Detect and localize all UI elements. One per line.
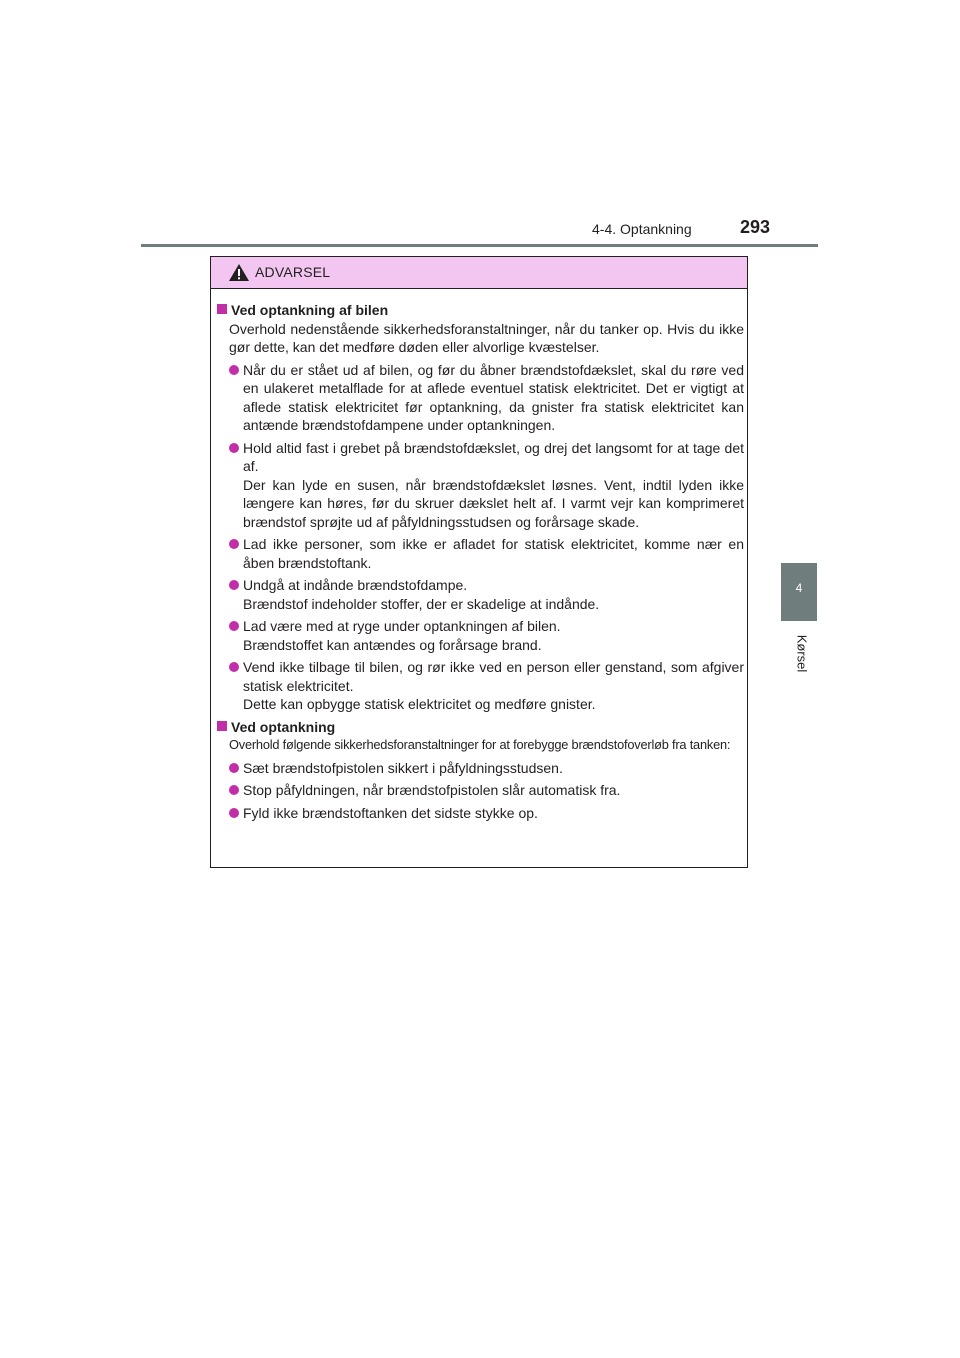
warning-header: [211, 257, 747, 289]
chapter-title: [794, 628, 810, 678]
list-item: Vend ikke tilbage til bilen, og rør ikke ved en person eller genstand, som afgiver statisk elektricitet. Dette kan opbygge statisk elektricitet og medføre gnister.: [217, 658, 744, 714]
chapter-tab: [781, 563, 817, 621]
square-bullet-icon: [217, 304, 227, 314]
round-bullet-icon: [229, 785, 239, 795]
warning-box: [210, 256, 748, 868]
round-bullet-icon: [229, 662, 239, 672]
list-item: Undgå at indånde brændstofdampe. Brændstof indeholder stoffer, der er skadelige at indånde.: [217, 576, 744, 613]
round-bullet-icon: [229, 763, 239, 773]
list-item: Sæt brændstofpistolen sikkert i påfyldningsstudsen.: [217, 759, 744, 778]
round-bullet-icon: [229, 808, 239, 818]
round-bullet-icon: [229, 539, 239, 549]
list-item: Lad ikke personer, som ikke er afladet for statisk elektricitet, komme nær en åben brændstoftank.: [217, 535, 744, 572]
warning-label: ADVARSEL: [255, 264, 331, 280]
page-number: 293: [740, 217, 771, 237]
round-bullet-icon: [229, 365, 239, 375]
list-item: Når du er stået ud af bilen, og før du åbner brændstofdækslet, skal du røre ved en ulakeret metalflade for at aflede eventuel statisk elektricitet. Det er vigtigt at aflede statisk elektricitet før optankning, da gnister fra statisk elektricitet kan antænde brændstofdampene under optankningen.: [217, 361, 744, 435]
section-intro: Overhold nedenstående sikkerhedsforanstaltninger, når du tanker op. Hvis du ikke gør dette, kan det medføre døden eller alvorlige kvæstelser.: [229, 320, 744, 355]
section-heading: Ved optankning af bilen: [217, 301, 744, 320]
list-item: Hold altid fast i grebet på brændstofdækslet, og drej det langsomt for at tage det af. Der kan lyde en susen, når brændstofdækslet løsnes. Vent, indtil lyden ikke længere kan høres, før du skruer dækslet helt af. I varmt vejr kan komprimeret brændstof sprøjte ud af påfyldningsstudsen og forårsage skade.: [217, 439, 744, 532]
round-bullet-icon: [229, 443, 239, 453]
list-item: Stop påfyldningen, når brændstofpistolen slår automatisk fra.: [217, 781, 744, 800]
section-title: 4-4. Optankning: [592, 221, 692, 237]
header-rule: [141, 244, 818, 247]
chapter-number: 4: [795, 581, 803, 595]
warning-triangle-icon: [228, 263, 250, 282]
warning-body: [217, 301, 744, 822]
section-heading: Ved optankning: [217, 718, 744, 737]
round-bullet-icon: [229, 580, 239, 590]
section-intro: Overhold følgende sikkerhedsforanstaltninger for at forebygge brændstofoverløb fra tanken:: [229, 737, 731, 752]
square-bullet-icon: [217, 721, 227, 731]
list-item: Fyld ikke brændstoftanken det sidste stykke op.: [217, 804, 744, 823]
list-item: Lad være med at ryge under optankningen af bilen. Brændstoffet kan antændes og forårsage brand.: [217, 617, 744, 654]
round-bullet-icon: [229, 621, 239, 631]
chapter-title-text: Kørsel: [794, 634, 810, 673]
